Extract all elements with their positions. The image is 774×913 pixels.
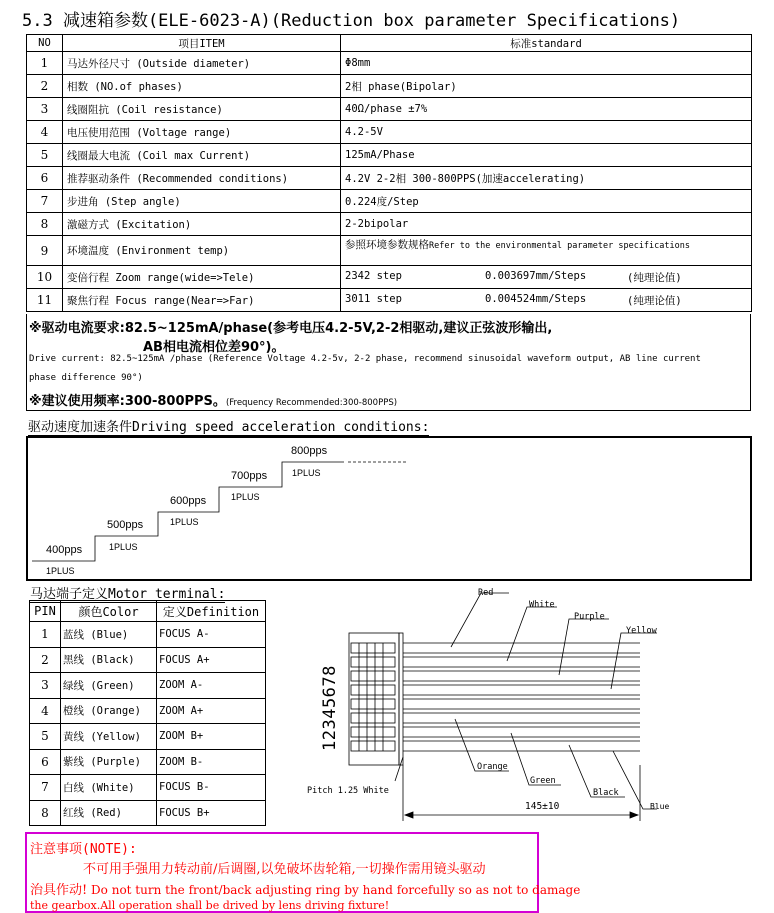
row-standard: 2-2bipolar bbox=[341, 213, 752, 236]
pin-color: 黑线 (Black) bbox=[61, 647, 157, 673]
drive-current-note-en: Drive current: 82.5~125mA /phase (Reference Voltage 4.2-5v, 2-2 phase, recommend sinusoidal waveform output, AB line current bbox=[29, 354, 701, 364]
warning-line-2-cn: 治具作动! bbox=[30, 883, 88, 898]
row-item: 马达外径尺寸 (Outside diameter) bbox=[63, 52, 341, 75]
row-standard: Φ8mm bbox=[341, 52, 752, 75]
warning-line-3: the gearbox.All operation shall be drived by lens driving fixture! bbox=[30, 899, 390, 912]
pin-color: 黄线 (Yellow) bbox=[61, 724, 157, 750]
env-spec-en: Refer to the environmental parameter specifications bbox=[429, 241, 690, 251]
frequency-note bbox=[29, 390, 397, 409]
row-item: 电压使用范围 (Voltage range) bbox=[63, 121, 341, 144]
pin-definition: FOCUS B- bbox=[157, 775, 266, 801]
wire-label-purple: Purple bbox=[574, 612, 605, 622]
accel-step-pps: 600pps bbox=[170, 495, 207, 507]
env-spec-cn: 参照环境参数规格 bbox=[345, 239, 429, 251]
table-row bbox=[30, 647, 266, 673]
row-item: 激磁方式 (Excitation) bbox=[63, 213, 341, 236]
pin-number: 6 bbox=[30, 749, 61, 775]
accel-step-pps: 500pps bbox=[107, 519, 144, 531]
drive-current-note-cn-2: AB相电流相位差90°)。 bbox=[143, 340, 285, 355]
row-item: 推荐驱动条件 (Recommended conditions) bbox=[63, 167, 341, 190]
drive-current-note-cn: ※驱动电流要求:82.5~125mA/phase(参考电压4.2-5V,2-2相驱动,建议正弦波形输出, bbox=[29, 321, 553, 336]
accel-diagram bbox=[26, 436, 752, 581]
table-row bbox=[30, 724, 266, 750]
row-no: 9 bbox=[27, 236, 63, 266]
accel-staircase bbox=[28, 438, 750, 579]
warning-line-2-en: Do not turn the front/back adjusting ring by hand forcefully so as not to damage bbox=[87, 883, 581, 897]
row-no: 5 bbox=[27, 144, 63, 167]
pin-number: 8 bbox=[30, 800, 61, 826]
row-item: 步进角 (Step angle) bbox=[63, 190, 341, 213]
table-row bbox=[27, 190, 752, 213]
accel-step-label: 1PLUS bbox=[109, 542, 138, 552]
pin-definition: ZOOM A+ bbox=[157, 698, 266, 724]
row-standard: 4.2-5V bbox=[341, 121, 752, 144]
row-item: 聚焦行程 Focus range(Near=>Far) bbox=[63, 289, 341, 312]
row-no: 6 bbox=[27, 167, 63, 190]
pin-color: 白线 (White) bbox=[61, 775, 157, 801]
table-row bbox=[27, 144, 752, 167]
pin-number: 7 bbox=[30, 775, 61, 801]
page-title: 5.3 减速箱参数(ELE-6023-A)(Reduction box parameter Specifications) bbox=[22, 11, 681, 31]
wire-label-green: Green bbox=[530, 776, 556, 786]
table-row bbox=[27, 289, 752, 312]
row-no: 10 bbox=[27, 266, 63, 289]
wire-label-white: White bbox=[529, 600, 555, 610]
zoom-steps: 2342 step bbox=[345, 269, 402, 282]
connector-diagram bbox=[295, 585, 670, 825]
wire-ribbon bbox=[403, 643, 640, 751]
drive-current-note-en-2: phase difference 90°) bbox=[29, 373, 143, 383]
table-row bbox=[27, 98, 752, 121]
pin-definition: ZOOM A- bbox=[157, 673, 266, 699]
table-row bbox=[27, 52, 752, 75]
pin-table-header bbox=[30, 601, 266, 622]
pin-definition: FOCUS A- bbox=[157, 622, 266, 648]
table-row bbox=[27, 75, 752, 98]
pin-number: 5 bbox=[30, 724, 61, 750]
table-row bbox=[30, 749, 266, 775]
accel-step-label: 1PLUS bbox=[292, 468, 321, 478]
pin-color: 红线 (Red) bbox=[61, 800, 157, 826]
header-definition: 定义Definition bbox=[157, 601, 266, 622]
length-label: 145±10 bbox=[525, 801, 560, 812]
table-row bbox=[27, 167, 752, 190]
row-no: 8 bbox=[27, 213, 63, 236]
accel-step-label: 1PLUS bbox=[170, 517, 199, 527]
connector-pins bbox=[351, 643, 395, 751]
header-color: 颜色Color bbox=[61, 601, 157, 622]
row-item: 变倍行程 Zoom range(wide=>Tele) bbox=[63, 266, 341, 289]
table-row bbox=[30, 698, 266, 724]
wire-label-orange: Orange bbox=[477, 762, 508, 772]
header-item: 项目ITEM bbox=[63, 35, 341, 52]
pin-definition: FOCUS A+ bbox=[157, 647, 266, 673]
row-no: 3 bbox=[27, 98, 63, 121]
pitch-label: Pitch 1.25 White bbox=[307, 786, 389, 796]
pin-definition: ZOOM B- bbox=[157, 749, 266, 775]
row-standard bbox=[341, 289, 752, 312]
row-no: 4 bbox=[27, 121, 63, 144]
table-row bbox=[27, 121, 752, 144]
header-standard: 标准standard bbox=[341, 35, 752, 52]
row-standard: 125mA/Phase bbox=[341, 144, 752, 167]
row-item: 线圈最大电流 (Coil max Current) bbox=[63, 144, 341, 167]
accel-step-label: 1PLUS bbox=[46, 566, 75, 576]
spec-table bbox=[26, 34, 752, 312]
frequency-note-en: (Frequency Recommended:300-800PPS) bbox=[225, 398, 398, 408]
wire-label-yellow: Yellow bbox=[626, 626, 657, 636]
pin-number: 3 bbox=[30, 673, 61, 699]
accel-step-pps: 400pps bbox=[46, 544, 83, 556]
table-row bbox=[27, 213, 752, 236]
row-no: 2 bbox=[27, 75, 63, 98]
accel-title: 驱动速度加速条件Driving speed acceleration conditions: bbox=[28, 416, 429, 436]
focus-per-step: 0.004524mm/Steps bbox=[485, 292, 587, 305]
header-no: NO bbox=[27, 35, 63, 52]
pin-color: 紫线 (Purple) bbox=[61, 749, 157, 775]
motor-terminal-title: 马达端子定义Motor terminal: bbox=[30, 583, 225, 603]
table-row bbox=[30, 673, 266, 699]
pin-numbers: 12345678 bbox=[320, 665, 340, 751]
row-standard bbox=[341, 236, 752, 266]
table-row bbox=[30, 775, 266, 801]
header-pin: PIN bbox=[30, 601, 61, 622]
table-row bbox=[27, 236, 752, 266]
zoom-per-step: 0.003697mm/Steps bbox=[485, 269, 587, 282]
table-row bbox=[30, 800, 266, 826]
wire-label-blue: Blue bbox=[650, 802, 670, 811]
table-row bbox=[27, 266, 752, 289]
row-item: 线圈阻抗 (Coil resistance) bbox=[63, 98, 341, 121]
warning-box bbox=[25, 832, 581, 913]
pin-number: 1 bbox=[30, 622, 61, 648]
accel-step-pps: 800pps bbox=[291, 445, 328, 457]
warning-line-1: 不可用手强用力转动前/后调圈,以免破坏齿轮箱,一切操作需用镜头驱动 bbox=[83, 862, 486, 877]
row-standard: 2相 phase(Bipolar) bbox=[341, 75, 752, 98]
focus-note: (纯理论值) bbox=[627, 294, 682, 307]
table-row bbox=[30, 622, 266, 648]
pin-definition: ZOOM B+ bbox=[157, 724, 266, 750]
accel-step-pps: 700pps bbox=[231, 470, 268, 482]
pin-color: 橙线 (Orange) bbox=[61, 698, 157, 724]
pin-definition: FOCUS B+ bbox=[157, 800, 266, 826]
row-standard: 0.224度/Step bbox=[341, 190, 752, 213]
warning-line-2 bbox=[30, 879, 580, 898]
frequency-note-cn: ※建议使用频率:300-800PPS。 bbox=[29, 394, 226, 409]
pin-color: 绿线 (Green) bbox=[61, 673, 157, 699]
row-no: 7 bbox=[27, 190, 63, 213]
row-standard bbox=[341, 266, 752, 289]
pin-number: 4 bbox=[30, 698, 61, 724]
notes-box bbox=[26, 314, 751, 411]
zoom-note: (纯理论值) bbox=[627, 271, 682, 284]
focus-steps: 3011 step bbox=[345, 292, 402, 305]
spec-table-header bbox=[27, 35, 752, 52]
wire-label-black: Black bbox=[593, 788, 619, 798]
warning-title: 注意事项(NOTE): bbox=[30, 842, 137, 857]
pin-number: 2 bbox=[30, 647, 61, 673]
wire-label-red: Red bbox=[478, 588, 494, 598]
row-item: 环境温度 (Environment temp) bbox=[63, 236, 341, 266]
row-item: 相数 (NO.of phases) bbox=[63, 75, 341, 98]
pin-color: 蓝线 (Blue) bbox=[61, 622, 157, 648]
row-standard: 40Ω/phase ±7% bbox=[341, 98, 752, 121]
row-standard: 4.2V 2-2相 300-800PPS(加速accelerating) bbox=[341, 167, 752, 190]
row-no: 1 bbox=[27, 52, 63, 75]
pin-table bbox=[29, 600, 266, 826]
accel-step-label: 1PLUS bbox=[231, 492, 260, 502]
row-no: 11 bbox=[27, 289, 63, 312]
